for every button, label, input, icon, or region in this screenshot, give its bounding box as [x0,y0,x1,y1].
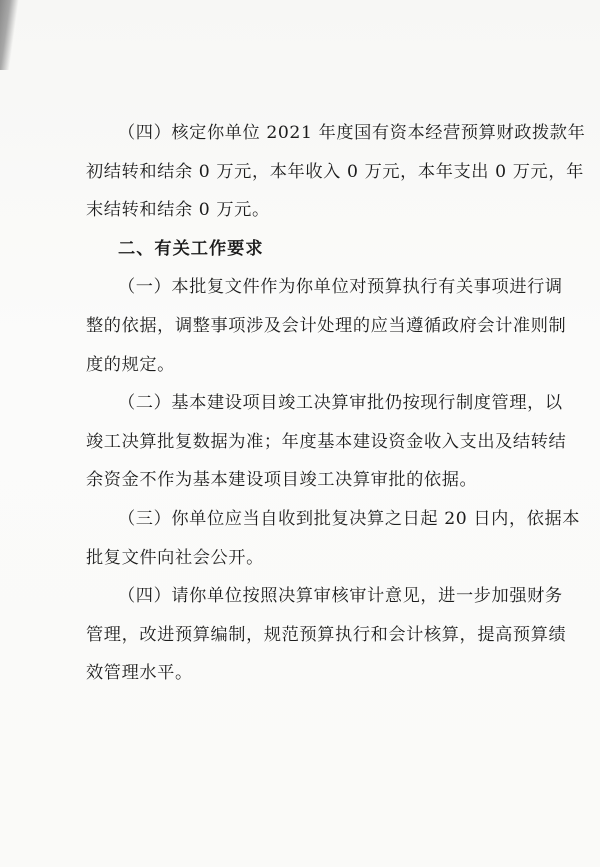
text-line: 度的规定。 [86,354,175,375]
text-line: （四）请你单位按照决算审核审计意见，进一步加强财务 [118,586,563,607]
text-line: 管理，改进预算编制，规范预算执行和会计核算，提高预算绩 [86,624,567,645]
paragraph-requirement-4 [86,577,586,693]
text-line: 余资金不作为基本建设项目竣工决算审批的依据。 [86,470,478,491]
text-line: 末结转和结余 0 万元。 [86,200,270,221]
text-line: 竣工决算批复数据为准；年度基本建设资金收入支出及结转结 [86,431,567,452]
paragraph-requirement-1 [86,268,586,384]
text-line: （二）基本建设项目竣工决算审批仍按现行制度管理，以 [118,393,563,414]
text-line: （三）你单位应当自收到批复决算之日起 20 日内，依据本 [118,508,581,529]
text-line: 效管理水平。 [86,663,193,684]
heading-work-requirements: 二、有关工作要求 [118,238,264,259]
text-line: 初结转和结余 0 万元，本年收入 0 万元，本年支出 0 万元，年 [86,161,584,182]
text-line: 批复文件向社会公开。 [86,547,264,568]
text-line: 整的依据，调整事项涉及会计处理的应当遵循政府会计准则制 [86,315,567,336]
document-body [86,114,586,693]
section-heading [86,230,586,269]
paragraph-budget-approval [86,114,586,230]
text-line: （四）核定你单位 2021 年度国有资本经营预算财政拨款年 [118,123,586,143]
scan-edge-mark [0,0,19,70]
text-line: （一）本批复文件作为你单位对预算执行有关事项进行调 [118,277,563,298]
paragraph-requirement-3 [86,500,586,577]
paragraph-requirement-2 [86,384,586,500]
